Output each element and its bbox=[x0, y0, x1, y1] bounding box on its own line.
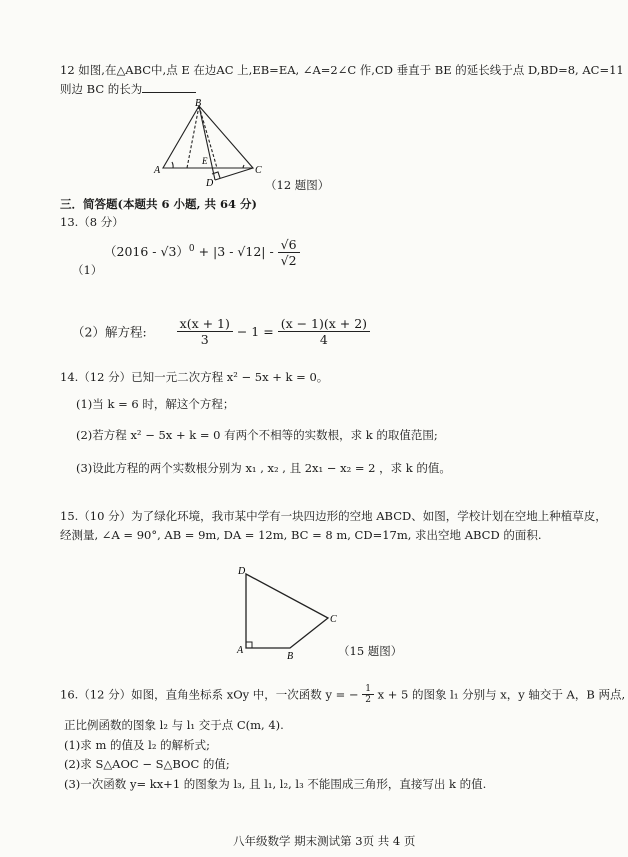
label-b: B bbox=[287, 651, 294, 662]
angle-a-mark bbox=[172, 162, 173, 168]
section-heading: 三．简答题(本题共 6 小题, 共 64 分) bbox=[60, 197, 257, 211]
q12-line2 bbox=[60, 81, 196, 97]
q13-p2-label: （2）解方程: bbox=[72, 324, 147, 340]
label-c: C bbox=[255, 165, 262, 176]
fraction-numerator: √6 bbox=[278, 237, 300, 253]
q15-quadrilateral-figure bbox=[232, 562, 342, 662]
fraction-denominator: √2 bbox=[280, 253, 297, 268]
slope-fraction bbox=[362, 684, 374, 705]
q14-part2: (2)若方程 x² − 5x + k = 0 有两个不相等的实数根，求 k 的取值范围; bbox=[76, 428, 438, 442]
quadrilateral-abcd bbox=[246, 574, 328, 648]
fraction-numerator: 1 bbox=[362, 684, 374, 695]
label-d: D bbox=[238, 566, 246, 577]
equation-right-fraction bbox=[278, 316, 370, 347]
q12-line1: 12 如图,在△ABC中,点 E 在边AC 上,EB=EA, ∠A=2∠C 作,CD 垂直于 BE 的延长线于点 D,BD=8, AC=11 bbox=[60, 63, 624, 77]
label-a: A bbox=[237, 645, 244, 656]
fraction-denominator: 3 bbox=[200, 332, 209, 347]
q13-p2 bbox=[72, 316, 370, 347]
label-e: E bbox=[202, 156, 208, 166]
fraction-numerator: x(x + 1) bbox=[177, 316, 233, 332]
q16-text-b: x + 5 的图象 l₁ 分别与 x，y 轴交于 A，B 两点, bbox=[377, 687, 626, 702]
equation-left-fraction bbox=[177, 316, 233, 347]
q12-caption: （12 题图） bbox=[265, 178, 330, 192]
sqrt-fraction bbox=[278, 237, 300, 268]
fraction-denominator: 4 bbox=[319, 332, 328, 347]
right-angle-a bbox=[246, 642, 252, 648]
label-c: C bbox=[330, 614, 337, 625]
q12-prompt: 则边 BC 的长为 bbox=[60, 82, 143, 96]
q16-text-a: 16.（12 分）如图，直角坐标系 xOy 中，一次函数 y = − bbox=[60, 687, 359, 702]
label-b: B bbox=[195, 98, 202, 109]
q16-part1: (1)求 m 的值及 l₂ 的解析式; bbox=[64, 738, 210, 752]
q15-line1: 15.（10 分）为了绿化环境，我市某中学有一块四边形的空地 ABCD、如图，学校计划在空地上种植草皮， bbox=[60, 509, 607, 523]
q15-line2: 经测量, ∠A = 90°, AB = 9m, DA = 12m, BC = 8 m, CD=17m, 求出空地 ABCD 的面积. bbox=[60, 528, 542, 542]
expr-part-a: （2016 - √3） bbox=[104, 244, 189, 259]
q15-caption: （15 题图） bbox=[338, 644, 403, 658]
fraction-denominator: 2 bbox=[365, 695, 371, 705]
q14-part1: (1)当 k = 6 时，解这个方程； bbox=[76, 397, 235, 411]
page-footer: 八年级数学 期末测试第 3页 共 4 页 bbox=[233, 834, 416, 848]
q13-p1-expression bbox=[104, 237, 300, 268]
q16-part3: (3)一次函数 y= kx+1 的图象为 l₃, 且 l₁, l₂, l₃ 不能围成三角形，直接写出 k 的值. bbox=[64, 777, 487, 791]
answer-blank bbox=[142, 81, 196, 93]
equation-middle: − 1 = bbox=[236, 324, 274, 339]
label-a: A bbox=[154, 165, 161, 176]
fraction-numerator: (x − 1)(x + 2) bbox=[278, 316, 370, 332]
line-cd bbox=[215, 168, 253, 180]
expr-exponent: 0 bbox=[188, 243, 195, 254]
q14-part3: (3)设此方程的两个实数根分别为 x₁ , x₂ , 且 2x₁ − x₂ = 2 ，求 k 的值。 bbox=[76, 461, 451, 475]
q13-head: 13.（8 分） bbox=[60, 215, 124, 229]
q12-triangle-figure bbox=[145, 98, 275, 186]
label-d: D bbox=[206, 178, 214, 186]
q16-part2: (2)求 S△AOC − S△BOC 的值; bbox=[64, 757, 230, 771]
q16-line1 bbox=[60, 684, 625, 705]
expr-part-b: + |3 - √12| - bbox=[194, 244, 274, 259]
q16-line2: 正比例函数的图象 l₂ 与 l₁ 交于点 C(m, 4). bbox=[64, 718, 284, 732]
q13-p1-label: （1） bbox=[72, 263, 103, 277]
q14-head: 14.（12 分）已知一元二次方程 x² − 5x + k = 0。 bbox=[60, 370, 329, 384]
line-bd bbox=[199, 106, 215, 180]
